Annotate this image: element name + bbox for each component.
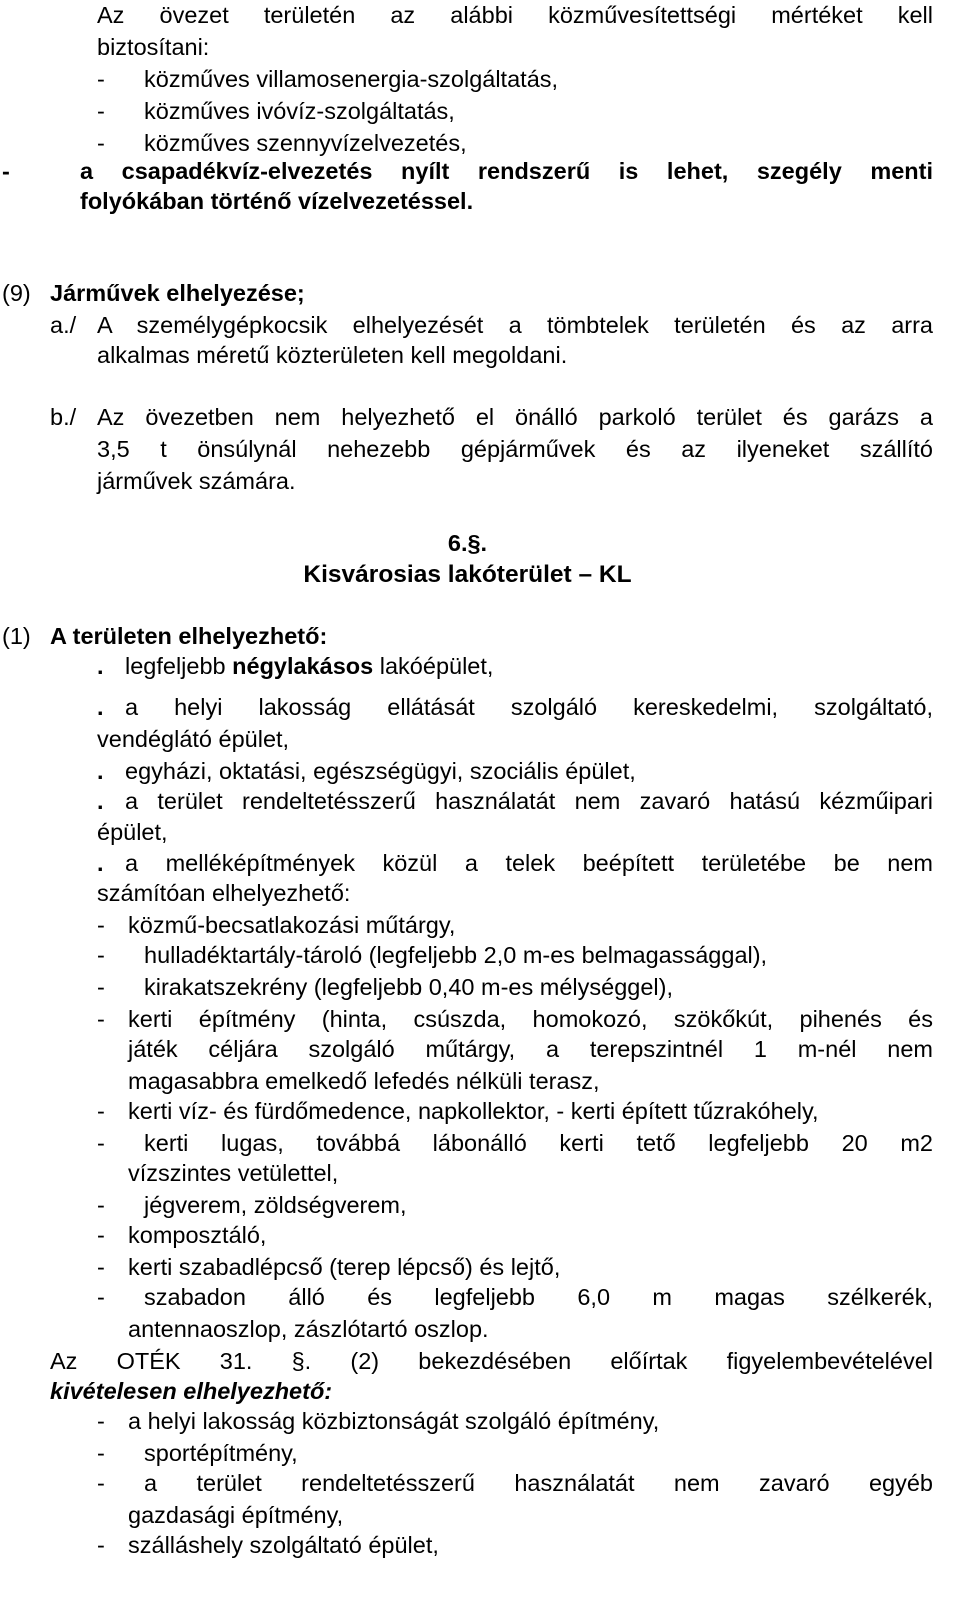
list-item: szálláshely szolgáltató épület, xyxy=(128,1532,439,1558)
list-item: hulladéktartály-tároló (legfeljebb 2,0 m-es belmagassággal), xyxy=(144,942,768,968)
list-item: a terület rendeltetésszerű használatát nem zavaró hatású kézműipari xyxy=(125,788,933,814)
list-item: közműves szennyvízelvezetés, xyxy=(144,130,467,156)
dash: - xyxy=(97,98,105,124)
list-item: legfeljebb négylakásos lakóépület, xyxy=(125,653,494,679)
dash: - xyxy=(97,1532,105,1558)
list-item-cont: antennaoszlop, zászlótartó oszlop. xyxy=(128,1316,489,1342)
section-number: (1) xyxy=(2,623,31,649)
paragraph-line: 3,5 t önsúlynál nehezebb gépjárművek és az ilyeneket szállító xyxy=(97,436,933,462)
list-item: a helyi lakosság ellátását szolgáló kereskedelmi, szolgáltató, xyxy=(125,694,933,720)
item-label: a./ xyxy=(50,312,77,338)
section-title: A területen elhelyezhető: xyxy=(50,623,328,649)
emphasis-heading: kivételesen elhelyezhető: xyxy=(50,1378,333,1404)
list-item: kerti építmény (hinta, csúszda, homokozó, szökőkút, pihenés és xyxy=(128,1006,933,1032)
dash: - xyxy=(97,1098,105,1124)
list-item: közműves ivóvíz-szolgáltatás, xyxy=(144,98,455,124)
list-item: a melléképítmények közül a telek beépített területébe be nem xyxy=(125,850,933,876)
dash: - xyxy=(2,158,10,184)
section-heading-title: Kisvárosias lakóterület – KL xyxy=(303,561,632,588)
paragraph-line: Az övezetben nem helyezhető el önálló parkoló terület és garázs a xyxy=(97,404,933,430)
list-item: a helyi lakosság közbiztonságát szolgáló építmény, xyxy=(128,1408,660,1434)
list-item: sportépítmény, xyxy=(144,1440,298,1466)
list-item: komposztáló, xyxy=(128,1222,267,1248)
list-item-cont: számítóan elhelyezhető: xyxy=(97,880,351,906)
dash: - xyxy=(97,1006,105,1032)
list-item-cont: játék céljára szolgáló műtárgy, a terepszintnél 1 m-nél nem xyxy=(128,1036,933,1062)
list-item: a terület rendeltetésszerű használatát nem zavaró egyéb xyxy=(144,1470,933,1496)
dash: - xyxy=(97,130,105,156)
bullet: . xyxy=(97,758,104,784)
dash: - xyxy=(97,1222,105,1248)
dash: - xyxy=(97,1192,105,1218)
dash: - xyxy=(97,1440,105,1466)
list-item: egyházi, oktatási, egészségügyi, szociális épület, xyxy=(125,758,636,784)
list-item: közműves villamosenergia-szolgáltatás, xyxy=(144,66,559,92)
dash: - xyxy=(97,942,105,968)
section-heading-number: 6.§. xyxy=(447,530,488,556)
list-item: kerti lugas, továbbá lábonálló kerti tető legfeljebb 20 m2 xyxy=(144,1130,933,1156)
dash: - xyxy=(97,1130,105,1156)
dash: - xyxy=(97,1284,105,1310)
item-label: b./ xyxy=(50,404,77,430)
list-item-cont: gazdasági építmény, xyxy=(128,1502,344,1528)
list-item: jégverem, zöldségverem, xyxy=(144,1192,407,1218)
list-item: kerti szabadlépcső (terep lépcső) és lejtő, xyxy=(128,1254,561,1280)
dash: - xyxy=(97,1408,105,1434)
bullet: . xyxy=(97,694,104,720)
intro-line-1: Az övezet területén az alábbi közművesítettségi mértéket kell xyxy=(97,2,933,28)
section-number: (9) xyxy=(2,280,31,306)
stormwater-line-2: folyókában történő vízelvezetéssel. xyxy=(80,188,474,214)
list-item-cont: vízszintes vetülettel, xyxy=(128,1160,339,1186)
dash: - xyxy=(97,1470,105,1496)
paragraph-line: A személygépkocsik elhelyezését a tömbtelek területén és az arra xyxy=(97,312,933,338)
bullet: . xyxy=(97,850,104,876)
stormwater-line-1: a csapadékvíz-elvezetés nyílt rendszerű is lehet, szegély menti xyxy=(80,158,933,184)
dash: - xyxy=(97,974,105,1000)
list-item: kirakatszekrény (legfeljebb 0,40 m-es mélységgel), xyxy=(144,974,673,1000)
dash: - xyxy=(97,912,105,938)
list-item: közmű-becsatlakozási műtárgy, xyxy=(128,912,456,938)
dash: - xyxy=(97,66,105,92)
intro-line-2: biztosítani: xyxy=(97,34,210,60)
list-item-cont: épület, xyxy=(97,819,168,845)
paragraph-line: Az OTÉK 31. §. (2) bekezdésében előírtak figyelembevételével xyxy=(50,1348,933,1374)
list-item-cont: magasabbra emelkedő lefedés nélküli terasz, xyxy=(128,1068,600,1094)
bullet: . xyxy=(97,788,104,814)
bullet: . xyxy=(97,653,104,679)
paragraph-line: járművek számára. xyxy=(97,468,296,494)
list-item: kerti víz- és fürdőmedence, napkollektor, - kerti épített tűzrakóhely, xyxy=(128,1098,819,1124)
section-title: Járművek elhelyezése; xyxy=(50,280,305,306)
list-item: szabadon álló és legfeljebb 6,0 m magas szélkerék, xyxy=(144,1284,933,1310)
dash: - xyxy=(97,1254,105,1280)
list-item-cont: vendéglátó épület, xyxy=(97,726,290,752)
paragraph-line: alkalmas méretű közterületen kell megoldani. xyxy=(97,342,568,368)
